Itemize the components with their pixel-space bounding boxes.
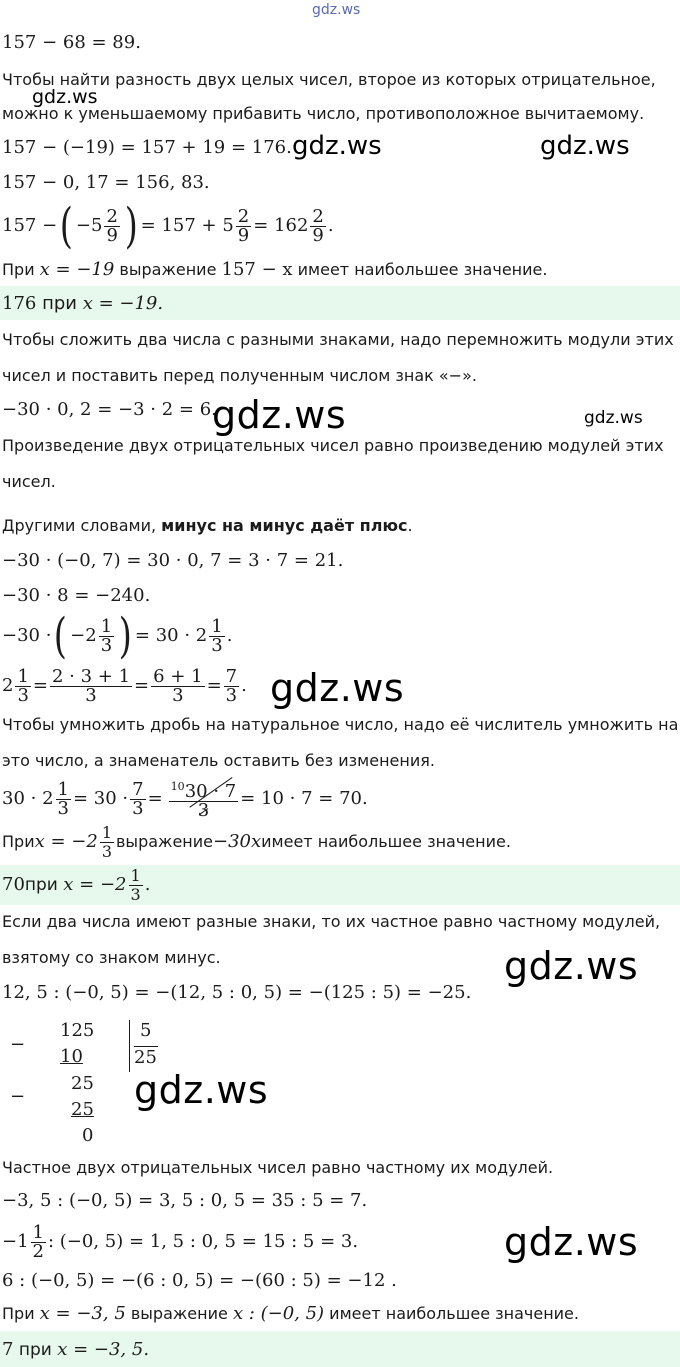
rule-text: можно к уменьшаемому прибавить число, противоположное вычитаемому. [2, 104, 645, 123]
expr-part: −5 [75, 215, 103, 236]
fraction: $\frac{2}{9}$ [106, 205, 118, 246]
division-minus-1: − [10, 1034, 26, 1055]
fraction: $\frac{2}{9}$ [237, 205, 250, 246]
fraction: $\frac{7}{3}$ [132, 778, 144, 819]
rule-text: Чтобы сложить два числа с разными знаками, надо перемножить модули этих [2, 330, 674, 349]
division-divisor: 5 [140, 1020, 152, 1041]
fraction-cancelled: $\frac{^{10}30 \cdot 7}{3}$ [170, 780, 237, 821]
paren-right: ) [118, 608, 133, 664]
equation-line: −3, 5 : (−0, 5) = 3, 5 : 0, 5 = 35 : 5 = 7. [2, 1190, 368, 1211]
rule-text: Произведение двух отрицательных чисел равно произведению модулей этих [2, 436, 664, 455]
fraction: $\frac{7}{3}$ [225, 665, 238, 706]
watermark: gdz.ws [270, 666, 405, 710]
division-minus-2: − [10, 1086, 26, 1107]
fraction: $\frac{1}{3}$ [101, 822, 112, 861]
division-bar-vertical [129, 1020, 130, 1072]
watermark-top: gdz.ws [312, 2, 361, 18]
fraction: $\frac{1}{3}$ [100, 615, 113, 656]
rule-text: Частное двух отрицательных чисел равно частному их модулей. [2, 1158, 554, 1177]
fraction: $\frac{2 \cdot 3 + 1}{3}$ [52, 665, 131, 706]
watermark: gdz.ws [540, 131, 630, 161]
division-remainder-1: 25 [71, 1073, 94, 1094]
equation-mixed-fraction: −1 $\frac{1}{2}$ : (−0, 5) = 1, 5 : 0, 5 = 15 : 5 = 3. [2, 1221, 359, 1262]
rule-text: Чтобы найти разность двух целых чисел, второе из которых отрицательное, [2, 70, 656, 89]
equation-line: −30 · (−0, 7) = 30 · 0, 7 = 3 · 7 = 21. [2, 550, 344, 571]
equation-multiplication: 30 · 2 $\frac{1}{3}$ = 30 · $\frac{7}{3}$ = $\frac{^{10}30 \cdot 7}{3}$ = 10 · 7 = 70. [2, 778, 368, 821]
equation-mixed-fraction [2, 198, 334, 254]
equation-line: −30 · 8 = −240. [2, 585, 151, 606]
fraction: $\frac{2}{9}$ [312, 205, 324, 246]
equation-improper-fraction: 2 $\frac{1}{3}$ = $\frac{2 \cdot 3 + 1}{3}$ = $\frac{6 + 1}{3}$ = $\frac{7}{3}$ . [2, 665, 247, 706]
answer-1: 176 при x = −19. [2, 293, 164, 314]
conclusion-text: При x = −3, 5 выражение x : (−0, 5) имеет наибольшее значение. [2, 1303, 579, 1324]
answer-2: 70 при x = −2 $\frac{1}{3}$ . [2, 865, 151, 904]
rule-text: чисел. [2, 472, 56, 491]
emphasis: минус на минус даёт плюс [161, 516, 408, 535]
rule-text: это число, а знаменатель оставить без изменения. [2, 751, 435, 770]
watermark: gdz.ws [584, 408, 643, 428]
equation-line: −30 · 0, 2 = −3 · 2 = 6. [2, 399, 217, 420]
watermark: gdz.ws [292, 131, 382, 161]
fraction: $\frac{6 + 1}{3}$ [153, 665, 203, 706]
conclusion-text: При x = −19 выражение 157 − x имеет наибольшее значение. [2, 259, 548, 280]
equation-line: 6 : (−0, 5) = −(6 : 0, 5) = −(60 : 5) = −12 . [2, 1270, 397, 1291]
division-dividend: 125 [60, 1020, 95, 1041]
division-quotient: 25 [134, 1047, 157, 1068]
paren-right: ) [124, 198, 138, 254]
equation-line: 157 − (−19) = 157 + 19 = 176. [2, 137, 292, 158]
fraction: $\frac{1}{3}$ [211, 615, 223, 656]
watermark: gdz.ws [504, 944, 639, 988]
rule-text: чисел и поставить перед полученным числом знак «−». [2, 366, 477, 385]
expr-part: = 162 [253, 215, 309, 236]
expr-part: . [327, 215, 334, 236]
rule-text: Если два числа имеют разные знаки, то их частное равно частному модулей, [2, 912, 661, 931]
equation-line: 157 − 68 = 89. [2, 32, 141, 53]
rule-text: взятому со знаком минус. [2, 948, 221, 967]
paren-left: ( [59, 198, 74, 254]
rule-text: Чтобы умножить дробь на натуральное число, надо её числитель умножить на [2, 715, 679, 734]
fraction: $\frac{1}{2}$ [32, 1221, 44, 1262]
equation-mixed-fraction: −30 · ( −2 $\frac{1}{3}$ ) = 30 · 2 $\frac{1}{3}$ . [2, 608, 233, 664]
answer-3: 7 при x = −3, 5. [2, 1339, 150, 1360]
watermark: gdz.ws [504, 1220, 639, 1264]
watermark: gdz.ws [134, 1068, 269, 1112]
fraction: $\frac{1}{3}$ [17, 665, 29, 706]
fraction: $\frac{1}{3}$ [57, 778, 69, 819]
division-subtract-1: 10 [60, 1046, 83, 1067]
division-subtract-2: 25 [71, 1099, 94, 1120]
equation-line: 157 − 0, 17 = 156, 83. [2, 172, 210, 193]
paren-left: ( [54, 608, 68, 664]
expr-part: = 157 + 5 [140, 215, 234, 236]
equation-line: 12, 5 : (−0, 5) = −(12, 5 : 0, 5) = −(125 : 5) = −25. [2, 982, 472, 1003]
division-remainder-final: 0 [82, 1125, 94, 1146]
expr-part: 157 − [2, 215, 58, 236]
watermark: gdz.ws [32, 86, 98, 108]
conclusion-text: При x = −2 $\frac{1}{3}$ выражение −30x имеет наибольшее значение. [2, 822, 511, 861]
fraction: $\frac{1}{3}$ [130, 865, 141, 904]
rule-text: Другими словами, минус на минус даёт плюс. [2, 516, 413, 535]
watermark: gdz.ws [212, 393, 347, 437]
